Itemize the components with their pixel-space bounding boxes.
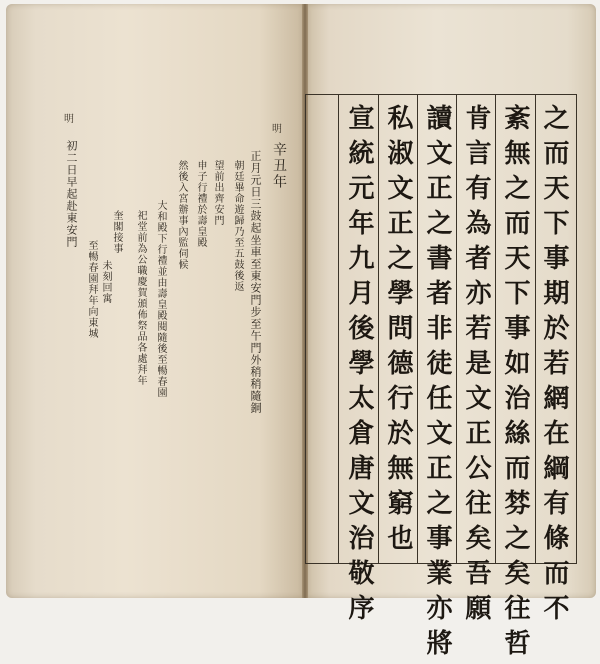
printed-column-2: 紊無之而天下事如治絲而棼之矣往哲 — [500, 104, 530, 664]
manuscript-column-6: 大和殿下行禮並由壽皇殿閱隨後至暢春園 — [155, 200, 166, 398]
column-rule — [338, 95, 339, 563]
manuscript-column-9: 初二日早起赴東安門 — [65, 140, 78, 248]
manuscript-column-1: 正月元日三鼓起坐車至東安門步至午門外稍稍隨銅 — [249, 150, 262, 414]
column-rule — [535, 95, 536, 563]
manuscript-column-5: 然後入宮辦事內監伺候 — [176, 160, 187, 270]
manuscript-column-11: 未刻回寓 — [100, 260, 111, 304]
manuscript-column-3: 望前出齊安門 — [212, 160, 223, 226]
printed-column-3: 肯言有為者亦若是文正公往矣吾願 — [461, 104, 491, 629]
column-rule — [495, 95, 496, 563]
column-rule — [456, 95, 457, 563]
manuscript-column-2: 朝廷畢命遊歸乃至五鼓後返 — [232, 160, 243, 292]
manuscript-column-10: 至暢春園拜年向東城 — [86, 240, 97, 339]
manuscript-column-4: 申子行禮於壽皇殿 — [195, 160, 206, 248]
left-page-side-mark: 明 — [64, 114, 74, 125]
left-page-top-mark: 明 — [272, 124, 282, 135]
column-rule — [378, 95, 379, 563]
manuscript-column-8: 奎閣接事 — [111, 210, 122, 254]
printed-column-4: 讀文正之書者非徒任文正之事業亦將 — [422, 104, 452, 664]
manuscript-column-7: 祀堂前為公職慶賀頒佈祭品各處拜年 — [135, 210, 146, 386]
column-rule — [417, 95, 418, 563]
year-heading: 辛丑年 — [271, 142, 287, 190]
printed-column-6: 宣統元年九月後學太倉唐文治敬序 — [344, 104, 374, 629]
printed-column-1: 之而天下事期於若網在綱有條而不 — [539, 104, 569, 629]
printed-column-5: 私淑文正之學問德行於無窮也 — [383, 104, 413, 559]
